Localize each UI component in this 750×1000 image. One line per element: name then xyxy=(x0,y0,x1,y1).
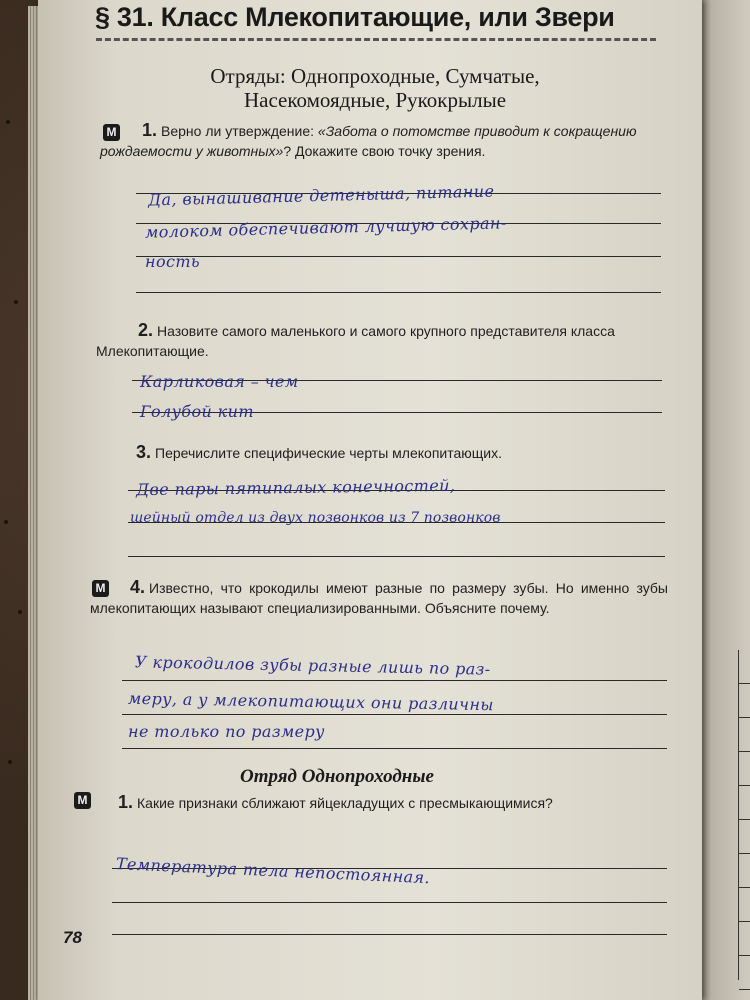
method-icon: М xyxy=(74,792,91,809)
title-divider xyxy=(96,38,656,41)
answer-line xyxy=(128,556,665,557)
method-icon: М xyxy=(103,124,120,141)
question-number: 4. xyxy=(130,577,146,597)
page-number: 78 xyxy=(63,928,82,947)
page-title: § 31. Класс Млекопитающие, или Звери xyxy=(95,2,615,32)
answer-line xyxy=(122,680,667,681)
answer-line xyxy=(136,256,661,257)
desk-speck xyxy=(4,520,8,524)
question-3 xyxy=(136,442,666,463)
question-text: ? Докажите свою точку зрения. xyxy=(283,143,486,159)
handwritten-answer: Карликовая – чем xyxy=(140,372,299,391)
handwritten-answer: не только по размеру xyxy=(128,722,325,741)
question-text: Какие признаки сближают яйцекладущих с пресмыкающимися? xyxy=(137,795,553,811)
question-2 xyxy=(96,320,666,361)
answer-line xyxy=(112,934,667,935)
answer-line xyxy=(136,292,661,293)
subtitle-line-1: Отряды: Однопроходные, Сумчатые, xyxy=(210,64,540,88)
handwritten-answer: Температура тела непостоянная. xyxy=(115,854,431,888)
handwritten-answer: У крокодилов зубы разные лишь по раз- xyxy=(134,652,491,679)
method-icon: М xyxy=(92,580,109,597)
question-number: 1. xyxy=(142,120,158,140)
handwritten-answer: Две пары пятипалых конечностей, xyxy=(135,475,456,500)
handwritten-answer: молоком обеспечивают лучшую сохран- xyxy=(144,213,507,242)
question-text: Известно, что крокодилы имеют разные по размеру зубы. Но именно зубы млекопитающих называют специализированными. Объясните почему. xyxy=(90,580,668,616)
handwritten-answer: Да, вынашивание детеныша, питание xyxy=(147,181,495,210)
desk-speck xyxy=(14,300,18,304)
desk-speck xyxy=(6,120,10,124)
question-number: 1. xyxy=(118,792,134,812)
question-number: 2. xyxy=(138,320,154,340)
desk-speck xyxy=(18,610,22,614)
question-quote: «Забота о потомстве приводит к сокращению рождаемости у животных» xyxy=(100,123,637,159)
handwritten-answer: шейный отдел из двух позвонков из 7 позвонков xyxy=(130,510,501,526)
answer-line xyxy=(122,714,667,715)
question-text: Верно ли утверждение: xyxy=(161,123,318,139)
handwritten-answer: Голубой кит xyxy=(140,402,254,421)
handwritten-answer: меру, а у млекопитающих они различны xyxy=(127,688,494,715)
section-question-1 xyxy=(78,792,666,813)
question-text: Назовите самого маленького и самого крупного представителя класса Млекопитающие. xyxy=(96,323,615,359)
handwritten-answer: ность xyxy=(145,252,201,271)
question-1 xyxy=(100,120,665,161)
desk-speck xyxy=(8,760,12,764)
facing-page-table xyxy=(738,650,750,980)
question-text: Перечислите специфические черты млекопитающих. xyxy=(155,445,502,461)
answer-line xyxy=(122,748,667,749)
section-heading: Отряд Однопроходные xyxy=(240,766,434,787)
question-number: 3. xyxy=(136,442,152,462)
answer-line xyxy=(112,902,667,903)
subtitle-line-2: Насекомоядные, Рукокрылые xyxy=(243,88,507,112)
question-4 xyxy=(90,577,668,618)
